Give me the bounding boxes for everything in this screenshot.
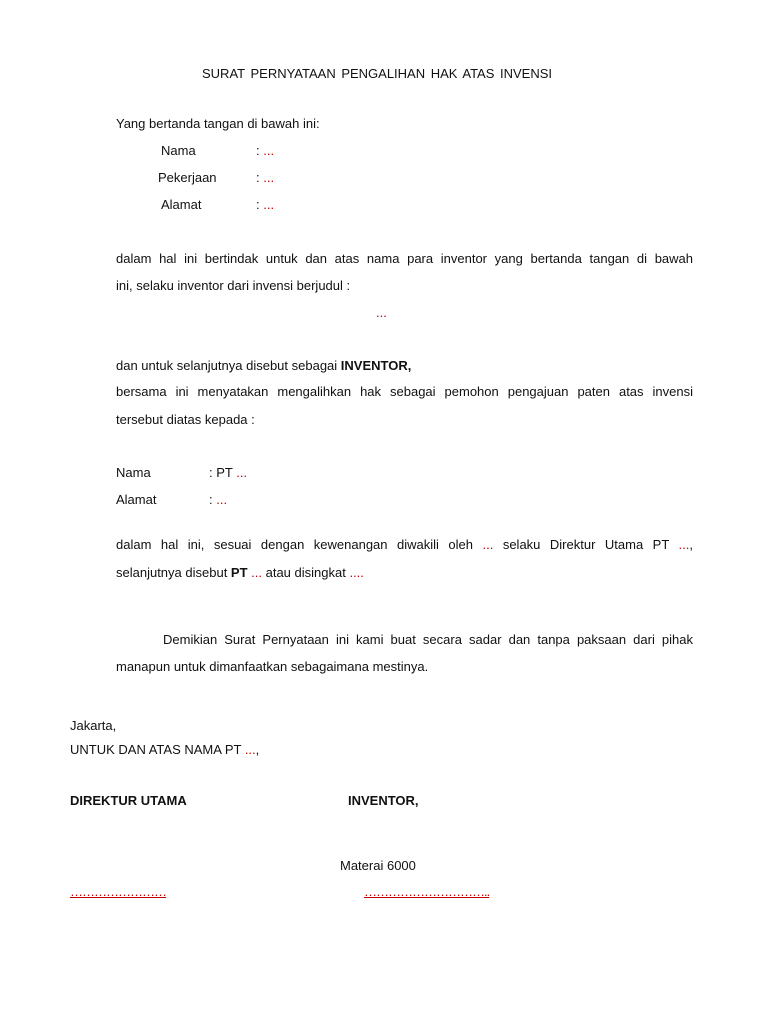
inventor-label: INVENTOR, <box>348 793 419 808</box>
director-label: DIREKTUR UTAMA <box>70 793 187 808</box>
paragraph-1-line-2: ini, selaku inventor dari invensi berjudul : <box>116 278 351 293</box>
paragraph-2-line-1: dan untuk selanjutnya disebut sebagai INVENTOR, <box>116 358 412 373</box>
field-value-alamat: : ... <box>256 197 275 212</box>
field-label-pekerjaan: Pekerjaan <box>158 170 217 185</box>
intro-text: Yang bertanda tangan di bawah ini: <box>116 116 320 131</box>
on-behalf-text: UNTUK DAN ATAS NAMA PT ..., <box>70 742 260 757</box>
company-name-value: : PT ... <box>209 465 248 480</box>
paragraph-1-line-1: dalam hal ini bertindak untuk dan atas nama para inventor yang bertanda tangan di bawah <box>116 251 693 266</box>
paragraph-2-line-2: bersama ini menyatakan mengalihkan hak sebagai pemohon pengajuan paten atas invensi <box>116 384 693 399</box>
company-address-label: Alamat <box>116 492 157 507</box>
paragraph-3-line-1: dalam hal ini, sesuai dengan kewenangan diwakili oleh ... selaku Direktur Utama PT ..., <box>116 537 694 552</box>
paragraph-3-line-2: selanjutnya disebut PT ... atau disingkat .... <box>116 565 364 580</box>
field-value-nama: : ... <box>256 143 275 158</box>
company-address-value: : ... <box>209 492 228 507</box>
field-value-pekerjaan: : ... <box>256 170 275 185</box>
field-label-nama: Nama <box>161 143 196 158</box>
inventor-signature-line: ………………………….. <box>364 884 490 899</box>
field-label-alamat: Alamat <box>161 197 202 212</box>
director-signature-line: …………………… <box>70 884 166 899</box>
paragraph-2-line-3: tersebut diatas kepada : <box>116 412 255 427</box>
place-text: Jakarta, <box>70 718 117 733</box>
closing-line-2: manapun untuk dimanfaatkan sebagaimana mestinya. <box>116 659 429 674</box>
document-title: SURAT PERNYATAAN PENGALIHAN HAK ATAS INVENSI <box>202 66 553 81</box>
company-name-label: Nama <box>116 465 151 480</box>
stamp-label: Materai 6000 <box>340 858 416 873</box>
closing-line-1: Demikian Surat Pernyataan ini kami buat secara sadar dan tanpa paksaan dari pihak <box>163 632 693 647</box>
invention-title: ... <box>376 305 387 320</box>
